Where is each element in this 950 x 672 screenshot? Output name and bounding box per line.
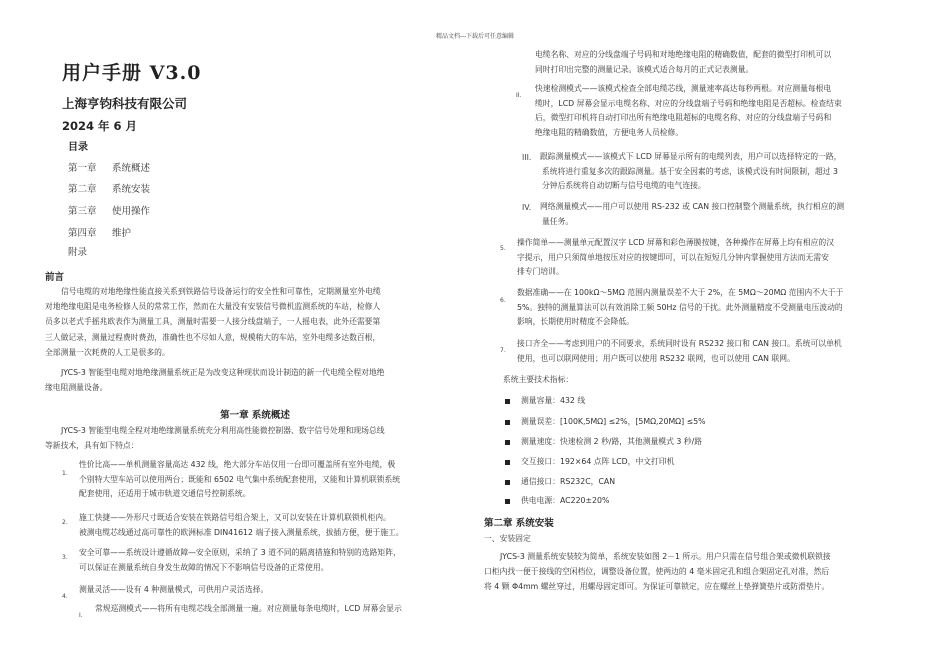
toc-chapter: 第四章 (68, 228, 97, 239)
spec-row (505, 395, 585, 406)
text-line: 缘电阻测量设备。 (45, 383, 108, 393)
toc-row (68, 244, 112, 258)
text-line: 对地绝缘电阻是电务检修人员的常常工作，然而在大量没有安装信号微机监测系统的车站，检修人 (45, 302, 381, 312)
toc-heading: 目录 (68, 142, 88, 153)
section-heading: 一、安装固定 (484, 534, 531, 543)
text-line: 同时打印出完整的测量记录。该模式适合每月的正式记表测量。 (535, 64, 754, 74)
text-line: 操作简单——测量单元配置汉字 LCD 屏幕和彩色薄膜按键，各种操作在屏幕上均有相应的汉 (517, 238, 835, 247)
spec-text: 测量容量：432 线 (521, 396, 586, 405)
toc-row (68, 203, 150, 217)
mode-number: IV. (522, 203, 532, 212)
text-line: 字提示，用户只须简单地按压对应的按键即可，可以在短短几分钟内掌握使用方法而无需安 (517, 252, 829, 262)
text-line: 电缆名称、对应的分线盘端子号码和对地绝缘电阻的精确数值，配套的微型打印机可以 (535, 50, 832, 59)
text-line: 员多以老式手摇兆欧表作为测量工具，测量时需要一人接分线盘端子，一人摇电表，此外还需要第 (45, 317, 381, 327)
mode-item (535, 82, 925, 140)
chapter1-intro (45, 423, 465, 453)
spec-text: 测量速度：快速检测 2 秒/路，其他测量模式 3 秒/路 (521, 437, 703, 446)
text-line: 被测电缆芯线通过高可靠性的欧洲标准 DIN41612 端子接入测量系统，拔插方便，便于施工。 (79, 527, 404, 537)
spec-row (505, 476, 615, 487)
text-line: 后，微型打印机将自动打印出所有绝缘电阻超标的电缆名称、对应的分线盘端子号码和 (535, 113, 832, 122)
spec-text: 通信接口：RS232C，CAN (521, 477, 616, 486)
feature-item (79, 546, 469, 575)
text-line: 数据准确——在 100kΩ～5MΩ 范围内测量误差不大于 2%，在 5MΩ～20MΩ 范围内不大于于 (517, 288, 844, 297)
mode-number: I. (79, 612, 83, 619)
text-line: 5%。独特的测量算法可以有效消除工频 50Hz 信号的干扰。此外测量精度不受测量电压波动的 (517, 302, 843, 312)
square-bullet-icon (505, 399, 510, 404)
preface-paragraph-1 (45, 284, 465, 360)
feature-item (517, 286, 922, 330)
spec-row (505, 495, 609, 506)
spec-row (505, 436, 702, 447)
feature-number: 6. (500, 297, 506, 304)
feature-number: 7. (500, 347, 506, 354)
mode-item (540, 150, 925, 194)
feature-number: 4. (62, 593, 68, 600)
square-bullet-icon (505, 460, 510, 465)
feature-item (79, 511, 469, 540)
spec-heading: 系统主要技术指标： (503, 375, 574, 384)
text-line: 分钟后系统将自动切断与信号电缆的电气连接。 (542, 181, 706, 190)
toc-row (68, 225, 131, 239)
feature-number: 5. (500, 245, 506, 252)
text-line: 测量灵活——设有 4 种测量模式，可供用户灵活选择。 (79, 585, 269, 594)
spec-text: 交互接口：192×64 点阵 LCD，中文打印机 (521, 457, 675, 466)
text-line: JYCS-3 测量系统安装较为简单，系统安装如图 2－1 所示。用户只需在信号组合架或微机联锁接 (500, 552, 831, 561)
text-line: 全部测量一次耗费的人工是很多的。 (45, 347, 170, 357)
toc-row (68, 181, 150, 195)
text-line: 快速检测模式——该模式检查全部电缆芯线，测量速率高达每秒两根。对应测量每根电 (535, 84, 832, 93)
preface-heading: 前言 (45, 272, 65, 283)
text-line: 口柜内找一便于接线的空闲档位，调整设备位置，使两边的 4 毫米固定孔和组合架固定孔对准，然后 (484, 567, 830, 577)
text-line: 绝缘电阻的精确数值，方便电务人员检修。 (535, 127, 684, 137)
company-name: 上海亨钧科技有限公司 (62, 96, 188, 111)
document-title: 用户手册 V3.0 (62, 62, 202, 84)
square-bullet-icon (505, 440, 510, 445)
square-bullet-icon (505, 420, 510, 425)
text-line: 量任务。 (542, 216, 574, 226)
mode-item (540, 200, 925, 229)
spec-text: 供电电源：AC220±20% (521, 496, 610, 505)
feature-item (79, 583, 469, 598)
text-line: 等新技术，具有如下特点： (45, 441, 139, 451)
text-line: 施工快捷——外形尺寸既适合安装在铁路信号组合架上，又可以安装在计算机联锁机柜内。 (79, 513, 391, 522)
text-line: 三人做记录，测量过程费时费劲，准确性也不尽如人意，规模稍大的车站，室外电缆多达数百根， (45, 332, 381, 342)
mode1-continuation (535, 48, 925, 77)
toc-chapter: 第二章 (68, 184, 97, 195)
mode-number: II. (516, 92, 522, 99)
toc-title: 维护 (112, 228, 132, 239)
text-line: 跟踪测量模式——该模式下 LCD 屏幕显示所有的电缆列表，用户可以选择特定的一路， (540, 152, 842, 161)
square-bullet-icon (505, 499, 510, 504)
text-line: 系统将进行重复多次的跟踪测量。基于安全因素的考虑，该模式设有时间限制，超过 3 (542, 166, 838, 176)
text-line: 信号电缆的对地绝缘性能直接关系到铁路信号设备运行的安全性和可靠性，定期测量室外电缆 (61, 287, 381, 296)
spec-row (505, 456, 674, 467)
text-line: JYCS-3 智能型电缆对地绝缘测量系统正是为改变这种现状而设计制造的新一代电缆全程对地绝 (61, 368, 385, 377)
toc-row (68, 160, 150, 174)
document-date: 2024 年 6 月 (62, 119, 138, 133)
text-line: 安全可靠——系统设计遵循故障—安全原则，采纳了 3 道不同的隔离措施和特别的选路矩阵， (79, 548, 401, 557)
install-paragraph (484, 549, 919, 595)
text-line: 影响，长期使用时精度不会降低。 (517, 317, 634, 326)
spec-row (505, 416, 706, 427)
mode-item: 常规巡测模式——将所有电缆芯线全部测量一遍。对应测量每条电缆时，LCD 屏幕会显示 (95, 604, 402, 613)
text-line: 性价比高——单机测量容量高达 432 线，绝大部分车站仅用一台即可覆盖所有室外电缆，极 (79, 460, 396, 469)
text-line: 缆时，LCD 屏幕会显示电缆名称、对应的分线盘端子号码和绝缘电阻是否超标。检查结束 (535, 98, 842, 108)
text-line: 个别特大型车站可以使用两台；既能和 6502 电气集中系统配套使用，又能和计算机联锁系统 (79, 474, 401, 484)
text-line: 使用，也可以联网使用；用户既可以使用 RS232 联网，也可以使用 CAN 联网。 (517, 353, 795, 363)
text-line: 排专门培训。 (517, 267, 564, 276)
chapter1-heading: 第一章 系统概述 (220, 410, 290, 421)
toc-title: 使用操作 (112, 206, 151, 217)
feature-number: 2. (62, 519, 68, 526)
feature-item (79, 458, 469, 502)
toc-chapter: 附录 (68, 247, 88, 258)
text-line: 配套使用，还适用于城市轨道交通信号控制系统。 (79, 489, 251, 498)
feature-number: 3. (62, 554, 68, 561)
toc-title: 系统概述 (112, 163, 151, 174)
toc-chapter: 第一章 (68, 163, 97, 174)
mode-number: III. (522, 153, 532, 162)
chapter2-heading: 第二章 系统安装 (484, 518, 554, 529)
square-bullet-icon (505, 480, 510, 485)
header-note: 精品文档---下载后可任意编辑 (435, 33, 515, 40)
text-line: 网络测量模式——用户可以使用 RS-232 或 CAN 接口控制整个测量系统，执行相应的测 (540, 202, 845, 211)
feature-item (517, 337, 922, 366)
feature-number: 1. (62, 470, 68, 477)
preface-paragraph-2 (45, 365, 465, 395)
toc-chapter: 第三章 (68, 206, 97, 217)
text-line: 可以保证在测量系统自身发生故障的情况下不影响信号设备的正常使用。 (79, 562, 329, 572)
text-line: 接口齐全——考虑到用户的不同要求，系统同时设有 RS232 接口和 CAN 接口。系统可以单机 (517, 339, 842, 348)
text-line: 将 4 颗 Φ4mm 螺丝穿过，用螺母固定即可。为保证可靠锁定，应在螺丝上垫弹簧垫片或防滑垫片。 (484, 582, 830, 592)
feature-item (517, 236, 922, 280)
text-line: JYCS-3 智能型电缆全程对地绝缘测量系统充分利用高性能微控制器、数字信号处理和现场总线 (61, 426, 385, 435)
toc-title: 系统安装 (112, 184, 151, 195)
spec-text: 测量误差：[100K,5MΩ] ≤2%，[5MΩ,20MΩ] ≤5% (521, 417, 706, 426)
